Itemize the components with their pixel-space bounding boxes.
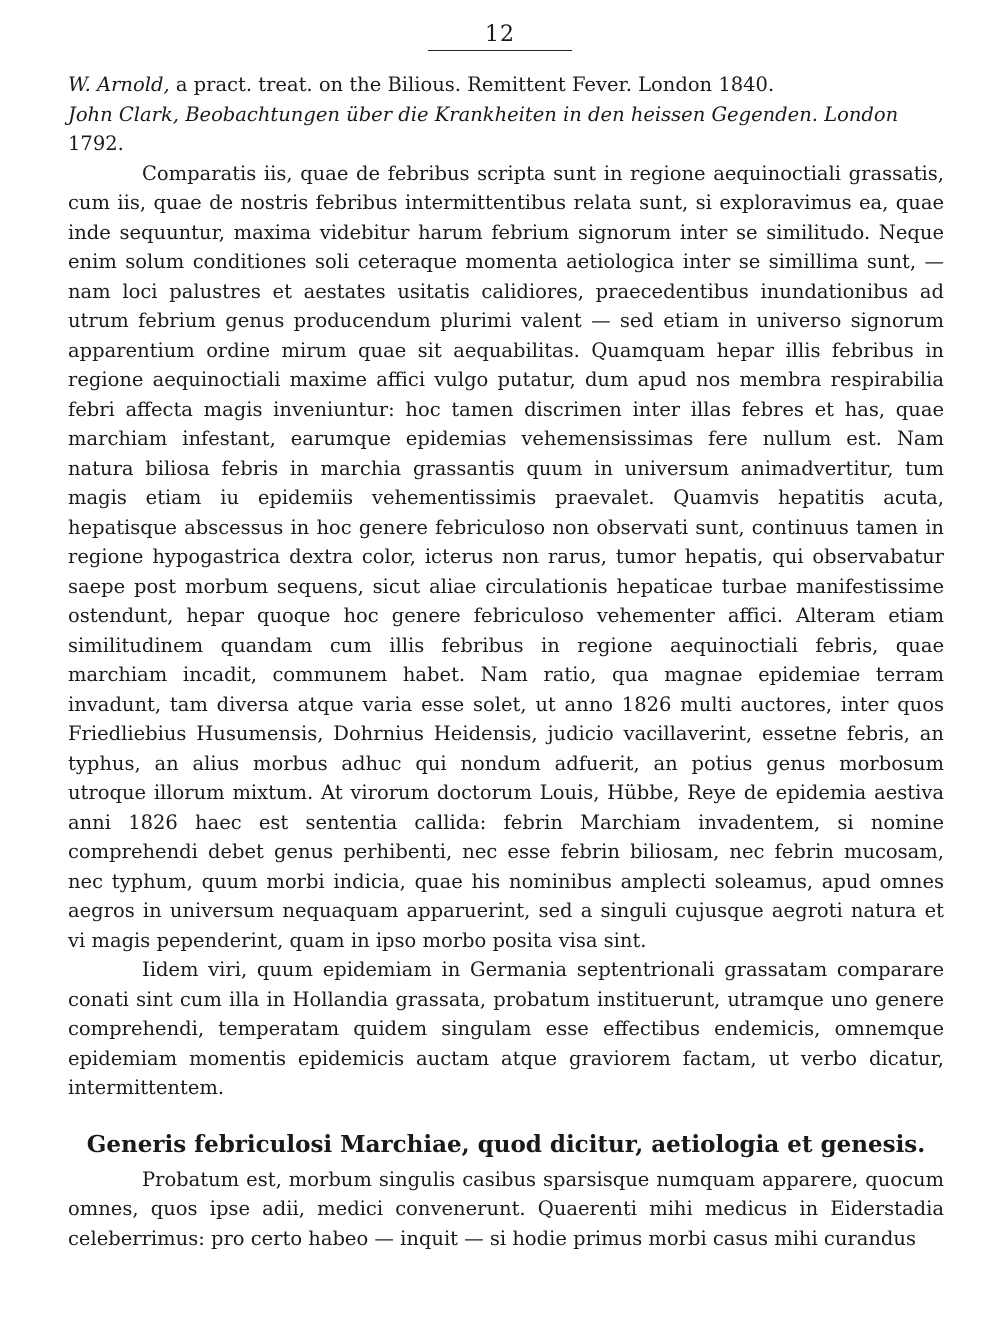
reference-details: 1792. xyxy=(68,132,124,155)
page-number: 12 xyxy=(485,22,515,47)
paragraph-iidem: Iidem viri, quum epidemiam in Germania septentrionali grassatam comparare conati sint cum illa in Hollandia grassata, probatum instituerunt, utramque uno genere comprehendi, temperatam quidem singulam esse effectibus endemicis, omnemque epidemiam momentis epidemicis auctam atque graviorem factam, ut verbo dicatur, intermittentem. xyxy=(68,958,944,1099)
reference-clark xyxy=(68,100,944,159)
reference-details: a pract. treat. on the Bilious. Remittent Fever. London 1840. xyxy=(169,73,775,96)
reference-arnold xyxy=(68,70,944,100)
reference-author: John Clark, xyxy=(68,102,179,126)
paragraph-comparatis: Comparatis iis, quae de febribus scripta sunt in regione aequinoctiali grassatis, cum iis, quae de nostris febribus intermittentibus relata sunt, si exploravimus ea, quae inde sequuntur, maxima videbitur harum febrium signorum inter se similitudo. Neque enim solum conditiones soli ceteraque momenta aetiologica inter se simillima sunt, — nam loci palustres et aestates usitatis calidiores, praecedentibus inundationibus ad utrum febrium genus producendum plurimi valent — sed etiam in universo signorum apparentium ordine mirum quae sit aequabilitas. Quamquam hepar illis febribus in regione aequinoctiali maxime affici vulgo putatur, dum apud nos membra respirabilia febri affecta magis inveniuntur: hoc tamen discrimen inter illas febres et has, quae marchiam infestant, earumque epidemias vehemensissimas fere nullum est. Nam natura biliosa febris in marchia grassantis quum in universum animadvertitur, tum magis etiam iu epidemiis vehementissimis praevalet. Quamvis hepatitis acuta, hepatisque abscessus in hoc genere febriculoso non observati sunt, continuus tamen in regione hypogastrica dextra color, icterus non rarus, tumor hepatis, qui observabatur saepe post morbum sequens, sicut aliae circulationis hepaticae turbae manifestissime ostendunt, hepar quoque hoc genere febriculoso vehementer affici. Alteram etiam similitudinem quandam cum illis febribus in regione aequinoctiali febris, quae marchiam incadit, communem habet. Nam ratio, qua magnae epidemiae terram invadunt, tam diversa atque varia esse solet, ut anno 1826 multi auctores, inter quos Friedliebius Husumensis, Dohrnius Heidensis, judicio vacillaverint, essetne febris, an typhus, an alius morbus adhuc qui nondum adfuerit, an potius genus morbosum utroque illorum mixtum. At virorum doctorum Louis, Hübbe, Reye de epidemia aestiva anni 1826 haec est sententia callida: febrin Marchiam invadentem, si nomine comprehendi debet genus perhibenti, nec esse febrin biliosam, nec febrin mucosam, nec typhum, quum morbi indicia, quae his nominibus amplecti soleamus, apud omnes aegros in universum nequaquam apparuerint, sed a singuli cujusque aegroti natura et vi magis pependerint, quam in ipso morbo posita visa sint. xyxy=(68,161,944,952)
paragraph-probatum: Probatum est, morbum singulis casibus sparsisque numquam apparere, quocum omnes, quos ipse adii, medici convenerunt. Quaerenti mihi medicus in Eiderstadia celeberrimus: pro certo habeo — inquit — si hodie primus morbi casus mihi curandus xyxy=(68,1167,944,1250)
reference-title: Beobachtungen über die Krankheiten in den heissen Gegenden. London xyxy=(179,102,899,126)
section-heading: Generis febriculosi Marchiae, quod dicitur, aetiologia et genesis. xyxy=(86,1130,926,1158)
reference-author: W. Arnold, xyxy=(68,73,170,96)
body-text xyxy=(68,70,944,1253)
header-rule xyxy=(428,50,572,51)
